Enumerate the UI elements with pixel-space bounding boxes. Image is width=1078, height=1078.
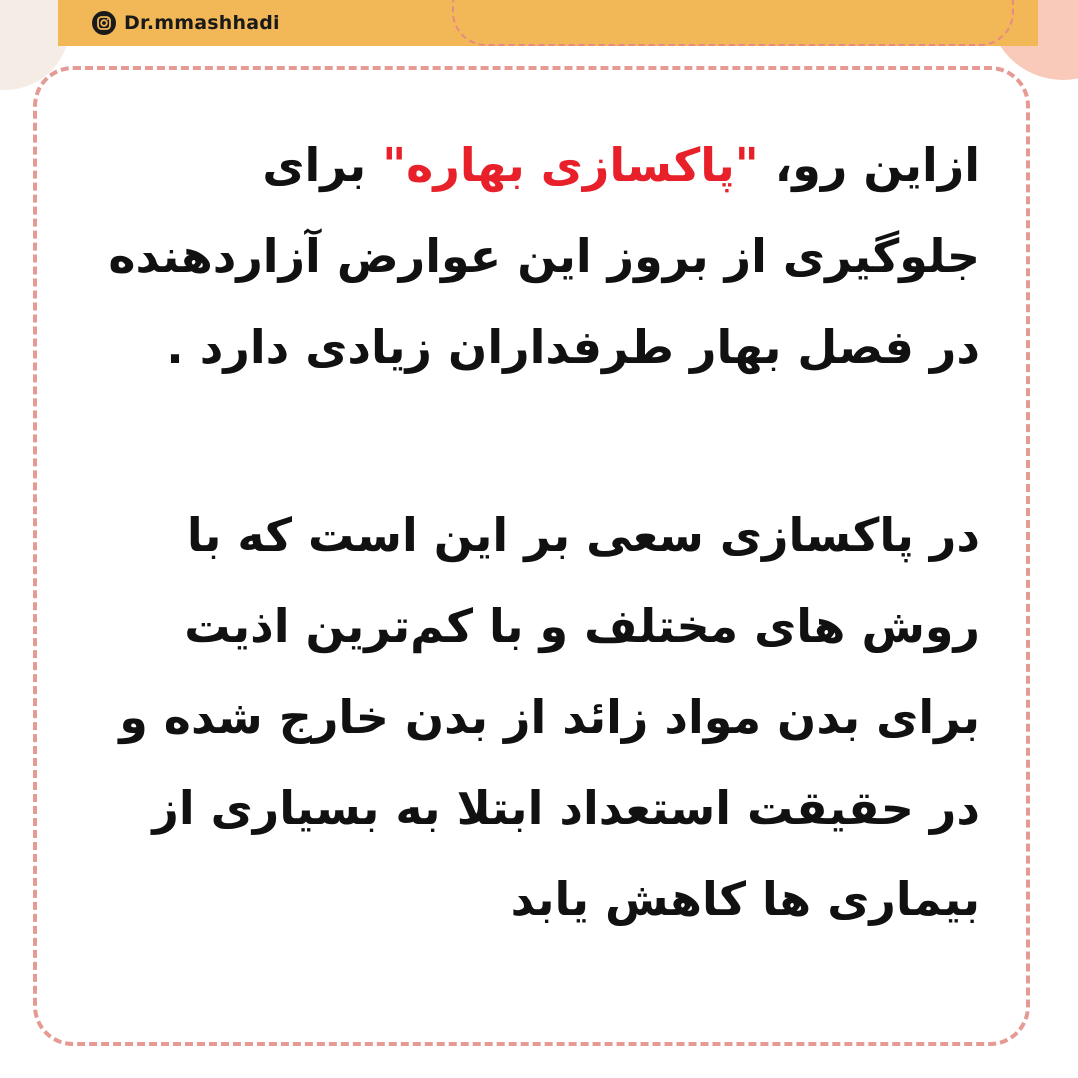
paragraph-1	[100, 120, 980, 393]
handle-text: Dr.mmashhadi	[124, 12, 280, 34]
paragraph-1-end: برای جلوگیری از بروز این عوارض آزاردهنده در فصل بهار طرفداران زیادی دارد .	[108, 138, 980, 374]
paragraph-2: در پاکسازی سعی بر این است که با روش های مختلف و با کم‌ترین اذیت برای بدن مواد زائد از بدن خارج شده و در حقیقت استعداد ابتلا به بسیاری از بیماری ها کاهش یابد	[119, 508, 980, 926]
instagram-icon	[92, 11, 116, 35]
paragraph-1-start: ازاین رو،	[758, 138, 980, 192]
header-dashed-outline	[452, 0, 1014, 46]
instagram-handle[interactable]	[92, 9, 280, 37]
highlighted-term: "پاکسازی بهاره"	[382, 138, 759, 192]
